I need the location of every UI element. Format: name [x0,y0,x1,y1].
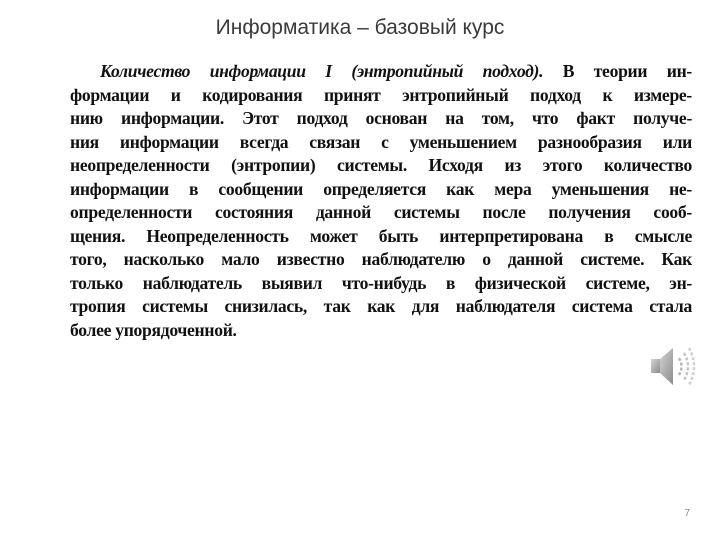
text-line: нию информации. Этот подход основан на том, что факт получе- [70,108,692,128]
text-line: неопределенности (энтропии) системы. Исходя из этого количество [70,155,692,175]
text-line: определенности состояния данной системы после получения сооб- [70,202,692,222]
text-line [70,60,692,84]
page-number: 7 [684,508,690,519]
text-line: ния информации всегда связан с уменьшением разнообразия или [70,131,692,152]
text-fragment: В теории ин- [543,61,692,81]
text-line: формации и кодирования принят энтропийный подход к измере- [70,84,692,105]
text-line: щения. Неопределенность может быть интерпретирована в смысле [70,225,692,246]
text-line: только наблюдатель выявил что-нибудь в физической системе, эн- [70,272,692,293]
text-line: того, насколько мало известно наблюдателю о данной системе. Как [70,249,692,269]
slide-title: Информатика – базовый курс [215,16,505,39]
scanned-text-block [70,60,692,342]
text-line: тропия системы снизилась, так как для наблюдателя система стала [70,296,692,316]
speaker-icon[interactable] [648,344,700,390]
text-line: информации в сообщении определяется как мера уменьшения не- [70,178,692,199]
term-heading: Количество информации I (энтропийный подход). [100,61,544,81]
text-line: более упорядоченной. [70,319,237,340]
